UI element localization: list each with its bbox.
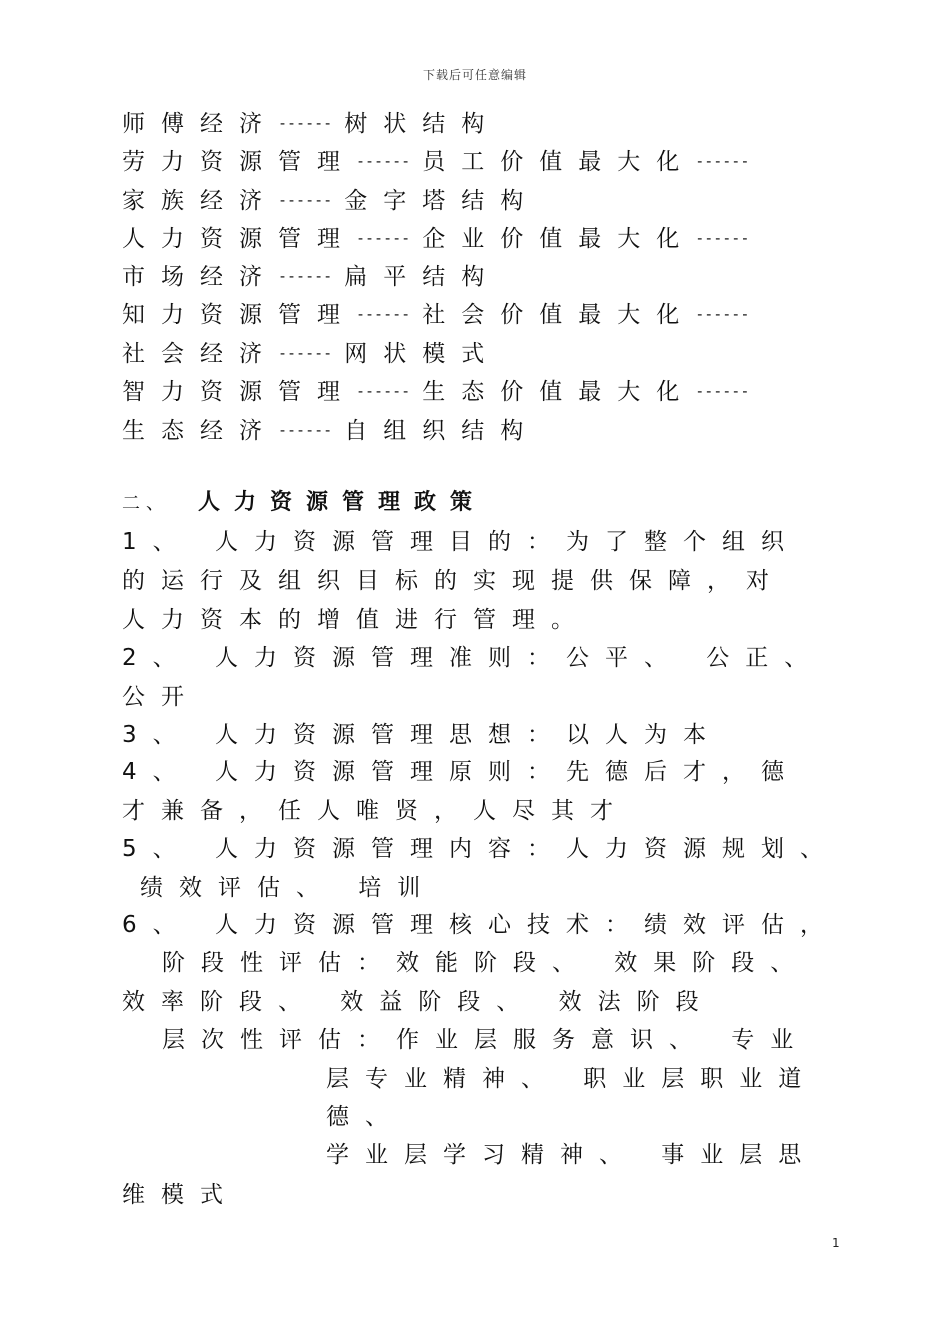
section-heading: 二、 人力资源管理政策 [122, 490, 487, 515]
body-line-13: 效率阶段、 效益阶段、 效法阶段 [122, 989, 715, 1015]
body-line-16: 德、 [326, 1104, 404, 1130]
body-line-12: 阶段性评估：效能阶段、 效果阶段、 [162, 950, 810, 976]
line-4: 人力资源管理------ 企业价值最大化------ [122, 226, 750, 252]
line-1: 师傅经济------ 树状结构 [122, 111, 501, 137]
body-line-2: 的运行及组织目标的实现提供保障，对 [122, 568, 785, 594]
body-line-1: 1、 人力资源管理目的：为了整个组织 [122, 529, 800, 555]
body-line-7: 4、 人力资源管理原则：先德后才，德 [122, 759, 800, 785]
body-line-9: 5、 人力资源管理内容：人力资源规划、 [122, 836, 839, 862]
body-line-3: 人力资本的增值进行管理。 [122, 607, 590, 633]
body-line-5: 公开 [122, 684, 200, 710]
body-line-17: 学业层学习精神、 事业层思 [326, 1142, 818, 1168]
body-line-8: 才兼备，任人唯贤，人尽其才 [122, 798, 629, 824]
line-7: 社会经济------ 网状模式 [122, 341, 501, 367]
line-5: 市场经济------ 扁平结构 [122, 264, 501, 290]
line-2: 劳力资源管理------ 员工价值最大化------ [122, 149, 750, 175]
body-line-18: 维模式 [122, 1182, 239, 1208]
body-line-4: 2、 人力资源管理准则：公平、 公正、 [122, 645, 824, 671]
body-line-14: 层次性评估：作业层服务意识、 专业 [162, 1027, 810, 1053]
line-6: 知力资源管理------ 社会价值最大化------ [122, 302, 750, 328]
line-9: 生态经济------ 自组织结构 [122, 418, 540, 444]
body-line-10: 绩效评估、 培训 [140, 875, 437, 901]
line-8: 智力资源管理------ 生态价值最大化------ [122, 379, 750, 405]
body-line-11: 6、 人力资源管理核心技术：绩效评估， [122, 912, 839, 938]
body-line-15: 层专业精神、 职业层职业道 [326, 1066, 818, 1092]
page-header: 下载后可任意编辑 [422, 68, 527, 82]
page-number: 1 [832, 1236, 840, 1250]
body-line-6: 3、 人力资源管理思想：以人为本 [122, 722, 722, 748]
line-3: 家族经济------ 金字塔结构 [122, 188, 540, 214]
